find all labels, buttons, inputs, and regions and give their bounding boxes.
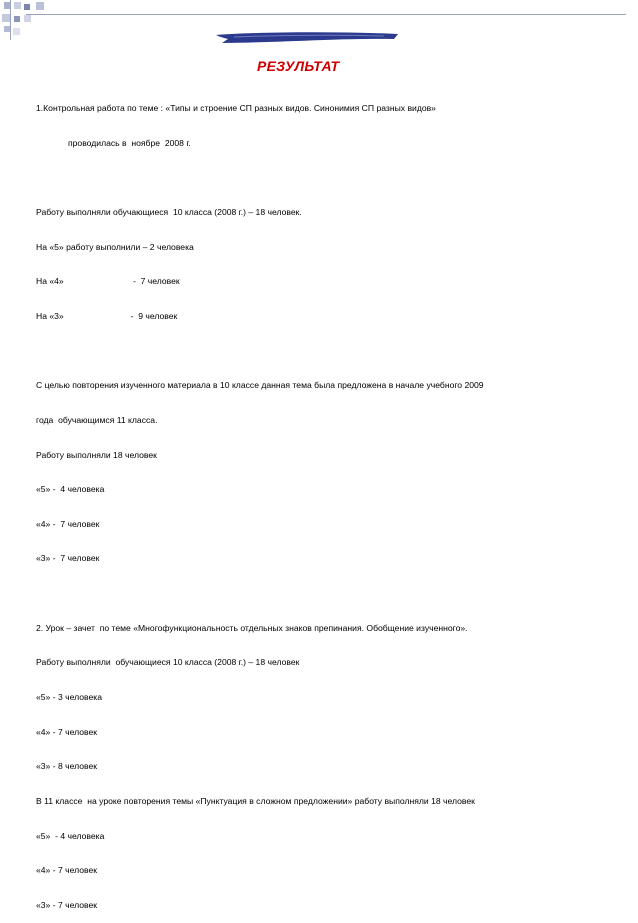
decor-horizontal-line <box>26 14 626 15</box>
text-line: проводилась в ноябре 2008 г. <box>68 137 191 148</box>
text-line: На «4» - 7 человек <box>36 276 180 287</box>
document-body <box>36 80 616 923</box>
decor-square <box>13 28 20 35</box>
text-line: Работу выполняли обучающиеся 10 класса (2008 г.) – 18 человек. <box>36 207 302 218</box>
text-line: «4» - 7 человек <box>36 726 98 737</box>
text-line: С целью повторения изученного материала в 10 классе данная тема была предложена в начале учебного 2009 <box>36 380 484 391</box>
text-line: Работу выполняли обучающиеся 10 класса (2008 г.) – 18 человек <box>36 657 300 668</box>
text-line: 2. Урок – зачет по теме «Многофункциональность отдельных знаков препинания. Обобщение изученного». <box>36 622 468 633</box>
decor-square <box>36 2 44 10</box>
decor-square <box>2 14 10 22</box>
decor-square <box>24 4 30 10</box>
text-line: На «5» работу выполнили – 2 человека <box>36 241 194 252</box>
text-line: «5» - 3 человека <box>36 691 102 702</box>
text-line: «4» - 7 человек <box>36 865 98 876</box>
page-title: РЕЗУЛЬТАТ <box>257 58 340 74</box>
text-line: «3» - 7 человек <box>36 899 98 910</box>
text-line: «3» - 7 человек <box>36 553 100 564</box>
text-line: На «3» - 9 человек <box>36 310 178 321</box>
decor-square <box>24 15 31 22</box>
text-line: года обучающимся 11 класса. <box>36 414 158 425</box>
text-line: «5» - 4 человека <box>36 830 105 841</box>
text-line: 1.Контрольная работа по теме : «Типы и строение СП разных видов. Синонимия СП разных видов» <box>36 103 436 114</box>
text-line: «3» - 8 человек <box>36 761 98 772</box>
decor-square <box>14 16 20 22</box>
text-line: В 11 классе на уроке повторения темы «Пунктуация в сложном предложении» работу выполняли 18 человек <box>36 795 475 806</box>
text-line: Работу выполняли 18 человек <box>36 449 157 460</box>
text-line: «5» - 4 человека <box>36 484 105 495</box>
text-line: «4» - 7 человек <box>36 518 100 529</box>
title-brush-shape <box>214 30 400 46</box>
decor-vertical-line <box>10 0 11 40</box>
decor-square <box>14 2 21 9</box>
